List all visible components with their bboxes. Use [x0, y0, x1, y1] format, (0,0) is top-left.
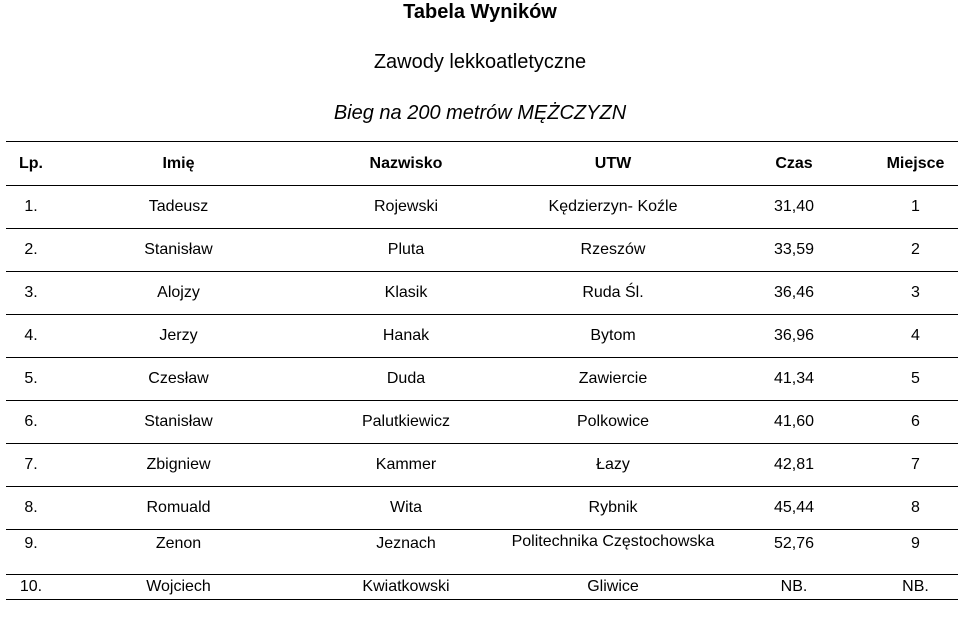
cell-nazwisko: Wita: [301, 487, 511, 530]
cell-lp: 7.: [6, 444, 56, 487]
cell-miejsce: 3: [873, 272, 958, 315]
cell-imie: Jerzy: [56, 315, 301, 358]
cell-nazwisko: Kammer: [301, 444, 511, 487]
table-row: [6, 530, 958, 575]
cell-utw: Rzeszów: [511, 229, 715, 272]
table-row: [6, 575, 958, 600]
cell-utw: Kędzierzyn- Koźle: [511, 186, 715, 229]
column-header-miejsce: Miejsce: [873, 142, 958, 186]
cell-utw: Polkowice: [511, 401, 715, 444]
cell-czas: 31,40: [715, 186, 873, 229]
cell-czas: 41,60: [715, 401, 873, 444]
page-subtitle: Zawody lekkoatletyczne: [373, 51, 587, 73]
cell-miejsce: 2: [873, 229, 958, 272]
cell-czas: 52,76: [715, 530, 873, 575]
cell-imie: Alojzy: [56, 272, 301, 315]
column-header-czas: Czas: [715, 142, 873, 186]
cell-czas: 33,59: [715, 229, 873, 272]
cell-miejsce: 9: [873, 530, 958, 575]
table-row: [6, 186, 958, 229]
cell-czas: 41,34: [715, 358, 873, 401]
cell-czas: NB.: [715, 575, 873, 600]
cell-nazwisko: Hanak: [301, 315, 511, 358]
cell-nazwisko: Jeznach: [301, 530, 511, 575]
cell-imie: Wojciech: [56, 575, 301, 600]
event-title: Bieg na 200 metrów MĘŻCZYZN: [333, 102, 627, 124]
cell-miejsce: 5: [873, 358, 958, 401]
cell-lp: 1.: [6, 186, 56, 229]
page-title: Tabela Wyników: [403, 1, 557, 23]
table-row: [6, 315, 958, 358]
cell-lp: 5.: [6, 358, 56, 401]
cell-nazwisko: Rojewski: [301, 186, 511, 229]
cell-nazwisko: Klasik: [301, 272, 511, 315]
cell-imie: Czesław: [56, 358, 301, 401]
cell-miejsce: 4: [873, 315, 958, 358]
cell-utw: Zawiercie: [511, 358, 715, 401]
cell-czas: 45,44: [715, 487, 873, 530]
cell-lp: 8.: [6, 487, 56, 530]
cell-imie: Tadeusz: [56, 186, 301, 229]
table-header-row: [6, 142, 958, 186]
table-row: [6, 358, 958, 401]
cell-czas: 42,81: [715, 444, 873, 487]
cell-miejsce: NB.: [873, 575, 958, 600]
cell-nazwisko: Duda: [301, 358, 511, 401]
cell-czas: 36,46: [715, 272, 873, 315]
cell-lp: 6.: [6, 401, 56, 444]
table-row: [6, 229, 958, 272]
cell-miejsce: 6: [873, 401, 958, 444]
cell-czas: 36,96: [715, 315, 873, 358]
cell-nazwisko: Kwiatkowski: [301, 575, 511, 600]
cell-lp: 4.: [6, 315, 56, 358]
table-row: [6, 401, 958, 444]
column-header-utw: UTW: [511, 142, 715, 186]
cell-lp: 3.: [6, 272, 56, 315]
table-row: [6, 444, 958, 487]
cell-utw: Gliwice: [511, 575, 715, 600]
cell-utw: Bytom: [511, 315, 715, 358]
cell-miejsce: 1: [873, 186, 958, 229]
cell-nazwisko: Palutkiewicz: [301, 401, 511, 444]
cell-imie: Zenon: [56, 530, 301, 575]
cell-nazwisko: Pluta: [301, 229, 511, 272]
cell-lp: 2.: [6, 229, 56, 272]
cell-lp: 9.: [6, 530, 56, 575]
table-row: [6, 272, 958, 315]
cell-lp: 10.: [6, 575, 56, 600]
column-header-nazwisko: Nazwisko: [301, 142, 511, 186]
cell-miejsce: 8: [873, 487, 958, 530]
table-row: [6, 487, 958, 530]
results-table: [6, 141, 958, 600]
cell-utw: Łazy: [511, 444, 715, 487]
column-header-lp: Lp.: [6, 142, 56, 186]
cell-utw: Rybnik: [511, 487, 715, 530]
cell-miejsce: 7: [873, 444, 958, 487]
cell-utw: Ruda Śl.: [511, 272, 715, 315]
cell-imie: Stanisław: [56, 401, 301, 444]
cell-imie: Romuald: [56, 487, 301, 530]
column-header-imie: Imię: [56, 142, 301, 186]
cell-imie: Zbigniew: [56, 444, 301, 487]
cell-utw: Politechnika Częstochowska: [511, 530, 715, 575]
cell-imie: Stanisław: [56, 229, 301, 272]
